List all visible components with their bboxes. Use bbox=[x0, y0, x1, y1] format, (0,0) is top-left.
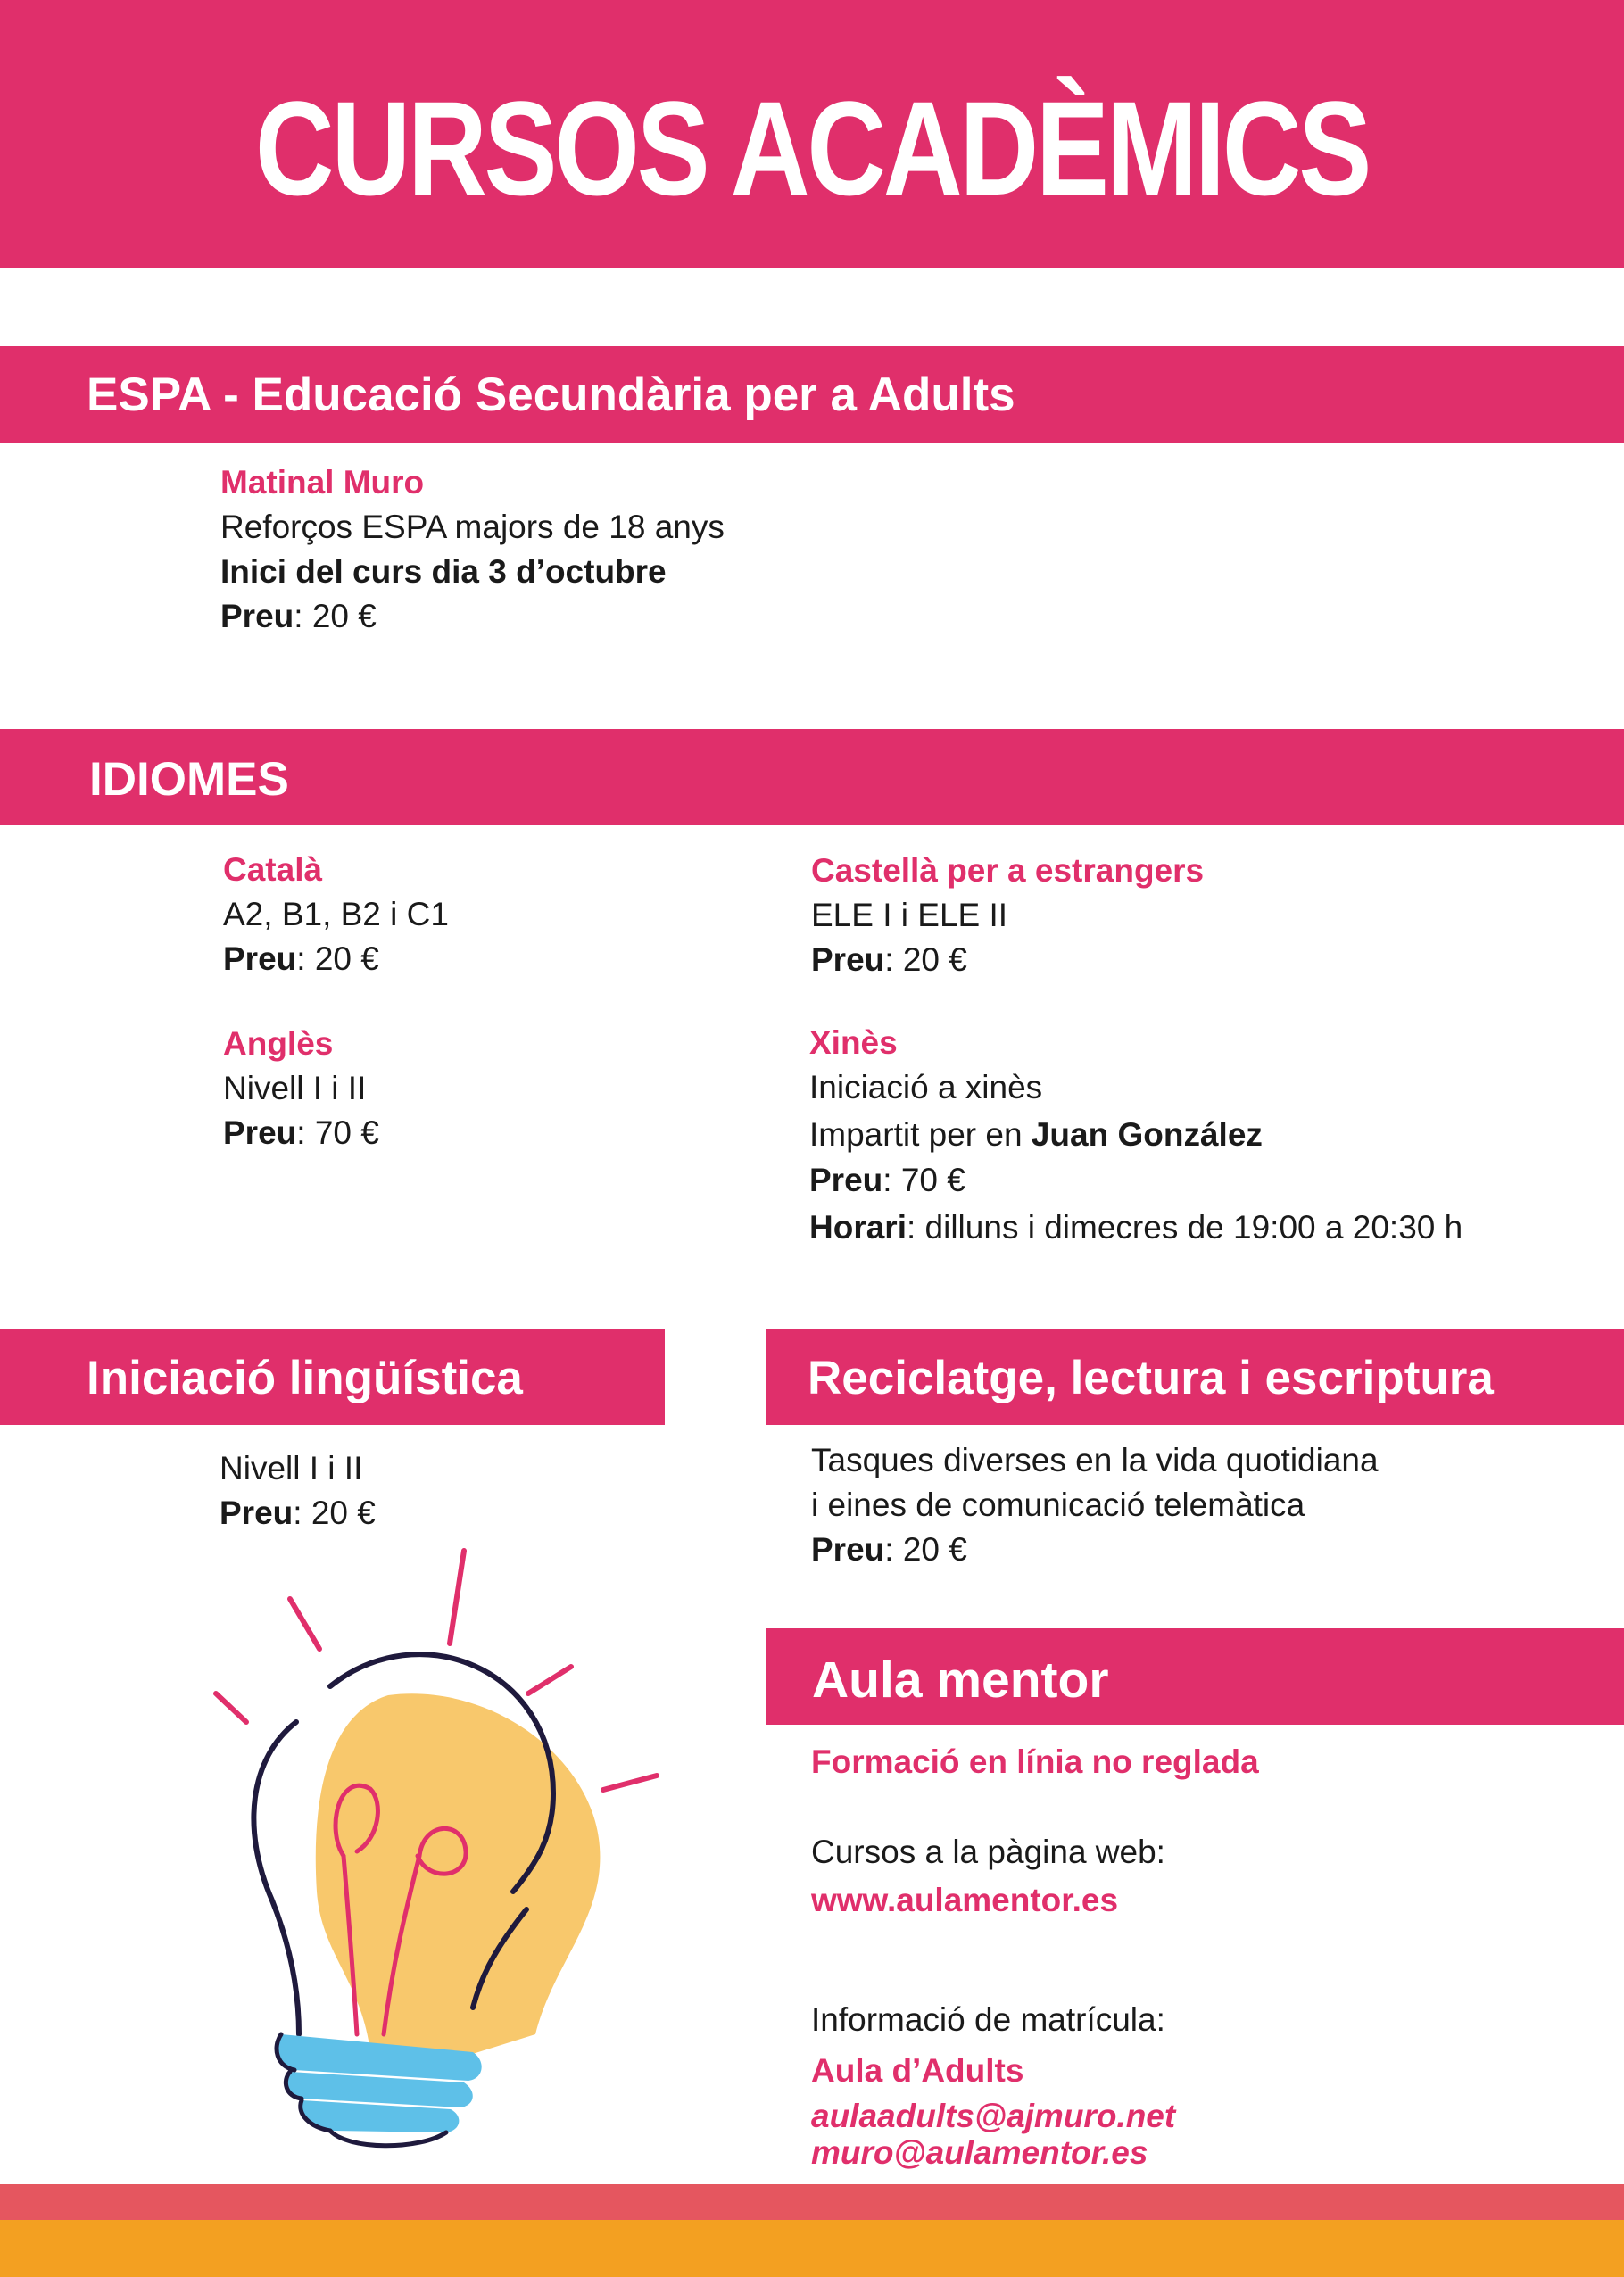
aula-mentor-heading-band bbox=[766, 1628, 1624, 1725]
xines-line1: Iniciació a xinès bbox=[809, 1069, 1043, 1105]
castella-title: Castellà per a estrangers bbox=[811, 852, 1205, 889]
aula-mentor-subtitle: Formació en línia no reglada bbox=[811, 1743, 1259, 1780]
idiomes-heading-band bbox=[0, 729, 1624, 825]
page-title: CURSOS ACADÈMICS bbox=[254, 73, 1370, 223]
iniciacio-price: Preu: 20 € bbox=[220, 1495, 376, 1531]
angles-levels: Nivell I i II bbox=[223, 1070, 367, 1106]
catala-price: Preu: 20 € bbox=[223, 940, 379, 977]
idiomes-heading: IDIOMES bbox=[89, 753, 289, 806]
xines-schedule: Horari: dilluns i dimecres de 19:00 a 20:30 h bbox=[809, 1209, 1463, 1246]
footer-stripe-coral bbox=[0, 2184, 1624, 2220]
reciclatge-heading: Reciclatge, lectura i escriptura bbox=[808, 1352, 1494, 1404]
iniciacio-levels: Nivell I i II bbox=[220, 1450, 363, 1486]
catala-levels: A2, B1, B2 i C1 bbox=[223, 896, 449, 932]
contact-name: Aula d’Adults bbox=[811, 2052, 1024, 2089]
reciclatge-line1: Tasques diverses en la vida quotidiana bbox=[811, 1442, 1379, 1478]
xines-title: Xinès bbox=[809, 1024, 898, 1061]
xines-price: Preu: 70 € bbox=[809, 1162, 965, 1198]
email2-link[interactable]: muro@aulamentor.es bbox=[811, 2134, 1148, 2171]
xines-line2: Impartit per en Juan González bbox=[809, 1116, 1263, 1153]
web-label: Cursos a la pàgina web: bbox=[811, 1834, 1165, 1870]
catala-title: Català bbox=[223, 851, 323, 888]
iniciacio-heading: Iniciació lingüística bbox=[87, 1352, 523, 1404]
espa-heading-band bbox=[0, 346, 1624, 443]
espa-line1: Reforços ESPA majors de 18 anys bbox=[220, 509, 725, 545]
iniciacio-heading-band bbox=[0, 1329, 665, 1425]
reciclatge-heading-band bbox=[766, 1329, 1624, 1425]
espa-price: Preu: 20 € bbox=[220, 598, 377, 634]
reciclatge-line2: i eines de comunicació telemàtica bbox=[811, 1486, 1305, 1523]
espa-subtitle: Matinal Muro bbox=[220, 464, 425, 501]
footer-stripe-orange bbox=[0, 2220, 1624, 2277]
espa-line2: Inici del curs dia 3 d’octubre bbox=[220, 553, 667, 590]
aula-mentor-heading: Aula mentor bbox=[812, 1652, 1109, 1709]
email1-link[interactable]: aulaadults@ajmuro.net bbox=[811, 2098, 1176, 2134]
espa-heading: ESPA - Educació Secundària per a Adults bbox=[87, 368, 1015, 421]
info-label: Informació de matrícula: bbox=[811, 2001, 1165, 2038]
xines-teacher: Juan González bbox=[1031, 1116, 1263, 1153]
castella-levels: ELE I i ELE II bbox=[811, 897, 1008, 933]
angles-price: Preu: 70 € bbox=[223, 1114, 379, 1151]
castella-price: Preu: 20 € bbox=[811, 941, 967, 978]
web-url-link[interactable]: www.aulamentor.es bbox=[811, 1882, 1119, 1918]
title-band bbox=[0, 0, 1624, 268]
lightbulb-icon bbox=[196, 1535, 678, 2159]
reciclatge-price: Preu: 20 € bbox=[811, 1531, 967, 1568]
angles-title: Anglès bbox=[223, 1025, 334, 1062]
